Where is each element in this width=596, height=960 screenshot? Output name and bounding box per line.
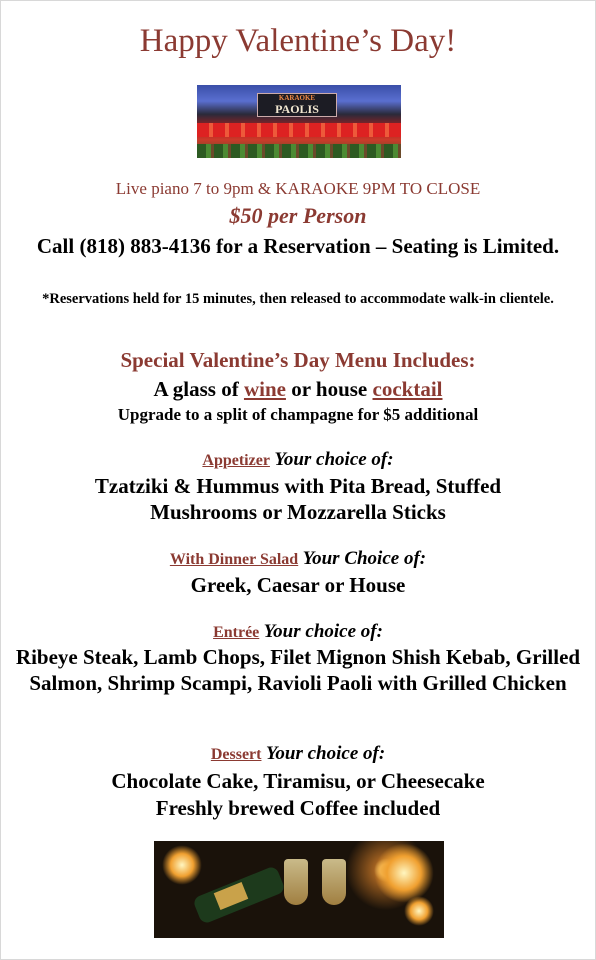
restaurant-sign <box>257 93 337 117</box>
drink-line <box>1 377 595 402</box>
entree-heading <box>1 621 595 643</box>
dessert-label: Dessert <box>210 746 262 763</box>
live-music-line: Live piano 7 to 9pm & KARAOKE 9PM TO CLOSE <box>115 179 481 198</box>
wine-word: wine <box>243 377 286 401</box>
appetizer-items: Tzatziki & Hummus with Pita Bread, Stuffed Mushrooms or Mozzarella Sticks <box>94 474 502 524</box>
cocktail-word: cocktail <box>372 377 443 401</box>
champagne-photo <box>154 841 444 938</box>
salad-label: With Dinner Salad <box>169 551 299 568</box>
salad-items: Greek, Caesar or House <box>190 573 406 597</box>
dessert-heading <box>1 743 595 765</box>
appetizer-heading <box>1 449 595 471</box>
salad-choice: Your Choice of: <box>298 548 427 569</box>
entree-items: Ribeye Steak, Lamb Chops, Filet Mignon Shish Kebab, Grilled Salmon, Shrimp Scampi, Ravioli Paoli with Grilled Chicken <box>15 645 581 695</box>
plants-graphic <box>197 144 401 158</box>
entree-label: Entrée <box>213 624 260 641</box>
restaurant-photo <box>197 85 401 158</box>
entree-choice: Your choice of: <box>259 621 383 642</box>
drink-mid: or house <box>285 377 373 401</box>
sign-karaoke-text: KARAOKE <box>278 94 316 102</box>
sparkle-graphic <box>404 896 434 926</box>
sign-name-text: PAOLIS <box>275 102 319 116</box>
champagne-glass-graphic <box>322 859 346 905</box>
reservation-note: *Reservations held for 15 minutes, then released to accommodate walk-in clientele. <box>42 291 554 307</box>
sparkle-graphic <box>162 845 202 885</box>
sparkle-graphic <box>374 843 434 903</box>
flyer-page <box>1 1 595 959</box>
drink-pre: A glass of <box>153 377 244 401</box>
appetizer-label: Appetizer <box>202 452 270 469</box>
price-line: $50 per Person <box>229 203 367 228</box>
coffee-line: Freshly brewed Coffee included <box>155 796 441 820</box>
special-menu-heading: Special Valentine’s Day Menu Includes: <box>120 348 476 372</box>
champagne-glass-graphic <box>284 859 308 905</box>
reservation-call-line: Call (818) 883-4136 for a Reservation – Seating is Limited. <box>36 234 560 258</box>
awning-graphic <box>197 123 401 137</box>
appetizer-choice: Your choice of: <box>269 449 394 470</box>
salad-heading <box>1 548 595 570</box>
upgrade-line: Upgrade to a split of champagne for $5 additional <box>117 405 479 424</box>
dessert-choice: Your choice of: <box>261 743 386 764</box>
page-title: Happy Valentine’s Day! <box>139 23 457 59</box>
dessert-items: Chocolate Cake, Tiramisu, or Cheesecake <box>111 769 485 793</box>
